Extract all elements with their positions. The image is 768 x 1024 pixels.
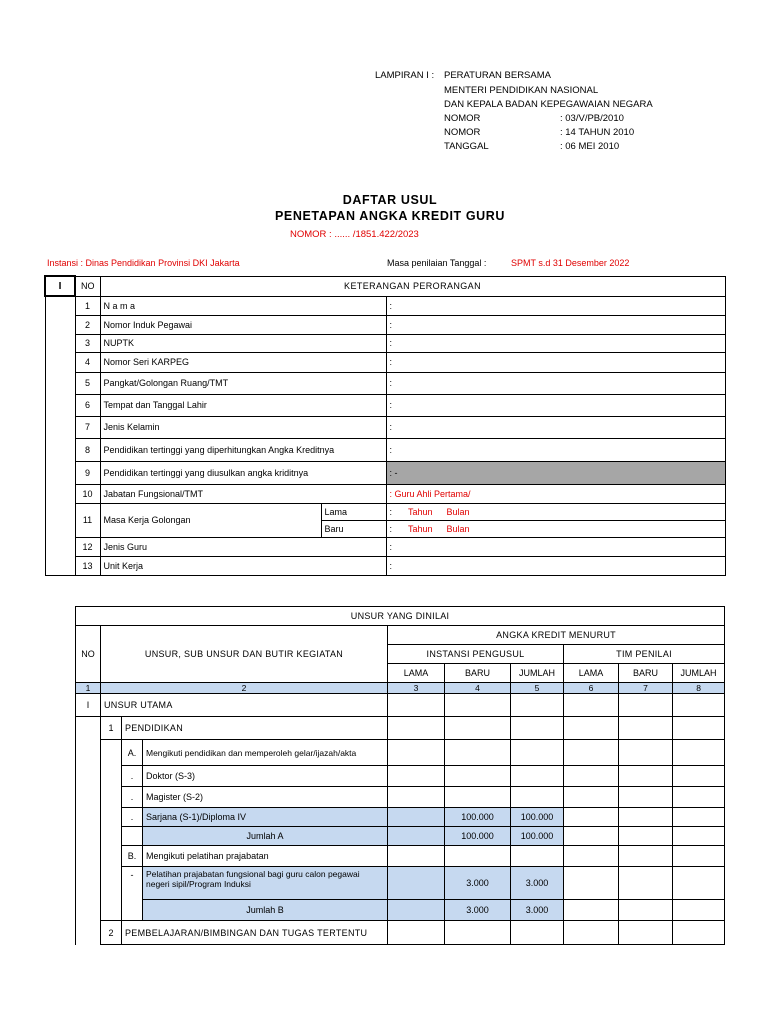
personal-row [45, 461, 725, 484]
row-pendidikan [76, 717, 725, 740]
a-label: A. [122, 740, 143, 766]
item-jumlah [511, 766, 564, 787]
pembelajaran-no: 2 [101, 921, 122, 945]
col-baru-2: BARU [619, 664, 673, 683]
section-roman: I [45, 276, 75, 296]
row-b [76, 846, 725, 867]
row-value: : [386, 296, 725, 315]
col-no: NO [76, 626, 101, 683]
unsur-title: UNSUR YANG DINILAI [76, 607, 725, 626]
row-label: Nomor Induk Pegawai [100, 315, 386, 334]
row-label: Tempat dan Tanggal Lahir [100, 394, 386, 416]
masa-kerja-no: 11 [75, 503, 100, 537]
row-label: Pendidikan tertinggi yang diperhitungkan Angka Kreditnya [100, 438, 386, 461]
item-row [76, 808, 725, 827]
jumlah-b-jumlah: 3.000 [511, 900, 564, 921]
row-no: 8 [75, 438, 100, 461]
colnum-7: 7 [619, 683, 673, 694]
item-bullet: . [122, 808, 143, 827]
row-label: Pangkat/Golongan Ruang/TMT [100, 372, 386, 394]
personal-row [45, 296, 725, 315]
row-no: 3 [75, 334, 100, 352]
baru-label: Baru [321, 520, 386, 537]
row-no: 2 [75, 315, 100, 334]
item-jumlah: 100.000 [511, 808, 564, 827]
personal-row [45, 315, 725, 334]
personal-row [45, 556, 725, 575]
item-label: Magister (S-2) [143, 787, 388, 808]
personal-row [45, 334, 725, 352]
nomor: NOMOR : ...... /1851.422/2023 [290, 229, 419, 240]
item-jumlah [511, 787, 564, 808]
row-value: : [386, 537, 725, 556]
row-label: Jenis Guru [100, 537, 386, 556]
row-no: 12 [75, 537, 100, 556]
colnum-3: 3 [388, 683, 445, 694]
title-line-1: DAFTAR USUL [342, 193, 438, 207]
row-no: 1 [75, 296, 100, 315]
colnum-1: 1 [76, 683, 101, 694]
jumlah-b-label: Jumlah B [143, 900, 388, 921]
row-jumlah-b [76, 900, 725, 921]
unsur-utama: UNSUR UTAMA [101, 694, 388, 717]
lama-label: Lama [321, 503, 386, 520]
pendidikan-no: 1 [101, 717, 122, 740]
ref-label-3: TANGGAL [444, 141, 489, 152]
ref-value-2: : 14 TAHUN 2010 [560, 127, 635, 138]
lampiran-label: LAMPIRAN I : [375, 70, 435, 81]
lama-value [386, 503, 725, 520]
item-baru: 100.000 [445, 808, 511, 827]
personal-row [45, 352, 725, 372]
b-text: Mengikuti pelatihan prajabatan [143, 846, 388, 867]
row-label: Nomor Seri KARPEG [100, 352, 386, 372]
personal-row [45, 438, 725, 461]
header-line-2: MENTERI PENDIDIKAN NASIONAL [444, 84, 599, 96]
row-no: 10 [75, 484, 100, 503]
row-label: Pendidikan tertinggi yang diusulkan angka kriditnya [100, 461, 386, 484]
colnum-4: 4 [445, 683, 511, 694]
col-jumlah-1: JUMLAH [511, 664, 564, 683]
jumlah-a-label: Jumlah A [143, 827, 388, 846]
item-label: Sarjana (S-1)/Diploma IV [143, 808, 388, 827]
ref-label-1: NOMOR [444, 113, 481, 124]
jumlah-a-jumlah: 100.000 [511, 827, 564, 846]
personal-row [45, 416, 725, 438]
row-no: 4 [75, 352, 100, 372]
row-a [76, 740, 725, 766]
unsur-table [75, 606, 725, 945]
row-no: 6 [75, 394, 100, 416]
col-lama-2: LAMA [564, 664, 619, 683]
row-unsur-utama [76, 694, 725, 717]
item-row [76, 766, 725, 787]
col-lama-1: LAMA [388, 664, 445, 683]
row-value: : - [386, 461, 725, 484]
ref-value-1: : 03/V/PB/2010 [560, 113, 624, 124]
no-header: NO [75, 276, 100, 296]
roman-i: I [76, 694, 101, 717]
row-b-item [76, 867, 725, 900]
personal-table [44, 275, 726, 576]
row-label: Jenis Kelamin [100, 416, 386, 438]
row-value: : Guru Ahli Pertama/ [386, 484, 725, 503]
item-bullet: . [122, 766, 143, 787]
row-value: : [386, 394, 725, 416]
colnum-2: 2 [101, 683, 388, 694]
row-value: : [386, 372, 725, 394]
ref-label-2: NOMOR [444, 127, 481, 138]
masa-label: Masa penilaian Tanggal : [387, 258, 487, 268]
masa-value: SPMT s.d 31 Desember 2022 [511, 258, 630, 268]
column-number-row [76, 683, 725, 694]
pembelajaran: PEMBELAJARAN/BIMBINGAN DAN TUGAS TERTENTU [122, 921, 388, 945]
col-kegiatan: UNSUR, SUB UNSUR DAN BUTIR KEGIATAN [101, 626, 388, 683]
colnum-6: 6 [564, 683, 619, 694]
item-bullet: . [122, 787, 143, 808]
col-angka-kredit: ANGKA KREDIT MENURUT [388, 626, 725, 645]
personal-row [45, 372, 725, 394]
masa-kerja-row-lama [45, 503, 725, 520]
b-item-label: Pelatihan prajabatan fungsional bagi guru calon pegawai negeri sipil/Program Induksi [143, 867, 388, 900]
jumlah-a-baru: 100.000 [445, 827, 511, 846]
col-jumlah-2: JUMLAH [673, 664, 725, 683]
title-line-2: PENETAPAN ANGKA KREDIT GURU [274, 209, 506, 223]
item-baru [445, 766, 511, 787]
row-value: : [386, 315, 725, 334]
row-no: 13 [75, 556, 100, 575]
baru-colon: : [389, 523, 393, 534]
personal-row [45, 484, 725, 503]
row-no: 5 [75, 372, 100, 394]
header-line-1: PERATURAN BERSAMA [444, 70, 551, 81]
row-jumlah-a [76, 827, 725, 846]
b-item-bullet: - [122, 867, 143, 900]
jumlah-b-baru: 3.000 [445, 900, 511, 921]
row-label: NUPTK [100, 334, 386, 352]
item-label: Doktor (S-3) [143, 766, 388, 787]
col-instansi: INSTANSI PENGUSUL [388, 645, 564, 664]
row-label: N a m a [100, 296, 386, 315]
lama-tahun: Tahun [408, 506, 433, 517]
col-baru-1: BARU [445, 664, 511, 683]
baru-value [386, 520, 725, 537]
row-value: : [386, 556, 725, 575]
a-text: Mengikuti pendidikan dan memperoleh gelar/ijazah/akta [143, 740, 388, 766]
header-line-3: DAN KEPALA BADAN KEPEGAWAIAN NEGARA [444, 99, 653, 110]
item-baru [445, 787, 511, 808]
colnum-5: 5 [511, 683, 564, 694]
personal-row [45, 537, 725, 556]
row-no: 9 [75, 461, 100, 484]
b-item-baru: 3.000 [445, 867, 511, 900]
row-label: Jabatan Fungsional/TMT [100, 484, 386, 503]
lama-colon: : [389, 506, 393, 517]
row-no: 7 [75, 416, 100, 438]
col-tim: TIM PENILAI [564, 645, 725, 664]
personal-row [45, 394, 725, 416]
lama-bulan: Bulan [446, 506, 470, 517]
personal-title: KETERANGAN PERORANGAN [100, 276, 725, 296]
b-item-jumlah: 3.000 [511, 867, 564, 900]
row-label: Unit Kerja [100, 556, 386, 575]
masa-kerja-label: Masa Kerja Golongan [100, 503, 321, 537]
row-value: : [386, 416, 725, 438]
row-value: : [386, 352, 725, 372]
colnum-8: 8 [673, 683, 725, 694]
row-pembelajaran [76, 921, 725, 945]
instansi: Instansi : Dinas Pendidikan Provinsi DKI Jakarta [47, 258, 240, 268]
b-label: B. [122, 846, 143, 867]
baru-bulan: Bulan [446, 523, 470, 534]
row-value: : [386, 334, 725, 352]
item-row [76, 787, 725, 808]
row-value: : [386, 438, 725, 461]
ref-value-3: : 06 MEI 2010 [560, 141, 620, 152]
baru-tahun: Tahun [408, 523, 433, 534]
pendidikan: PENDIDIKAN [122, 717, 388, 740]
